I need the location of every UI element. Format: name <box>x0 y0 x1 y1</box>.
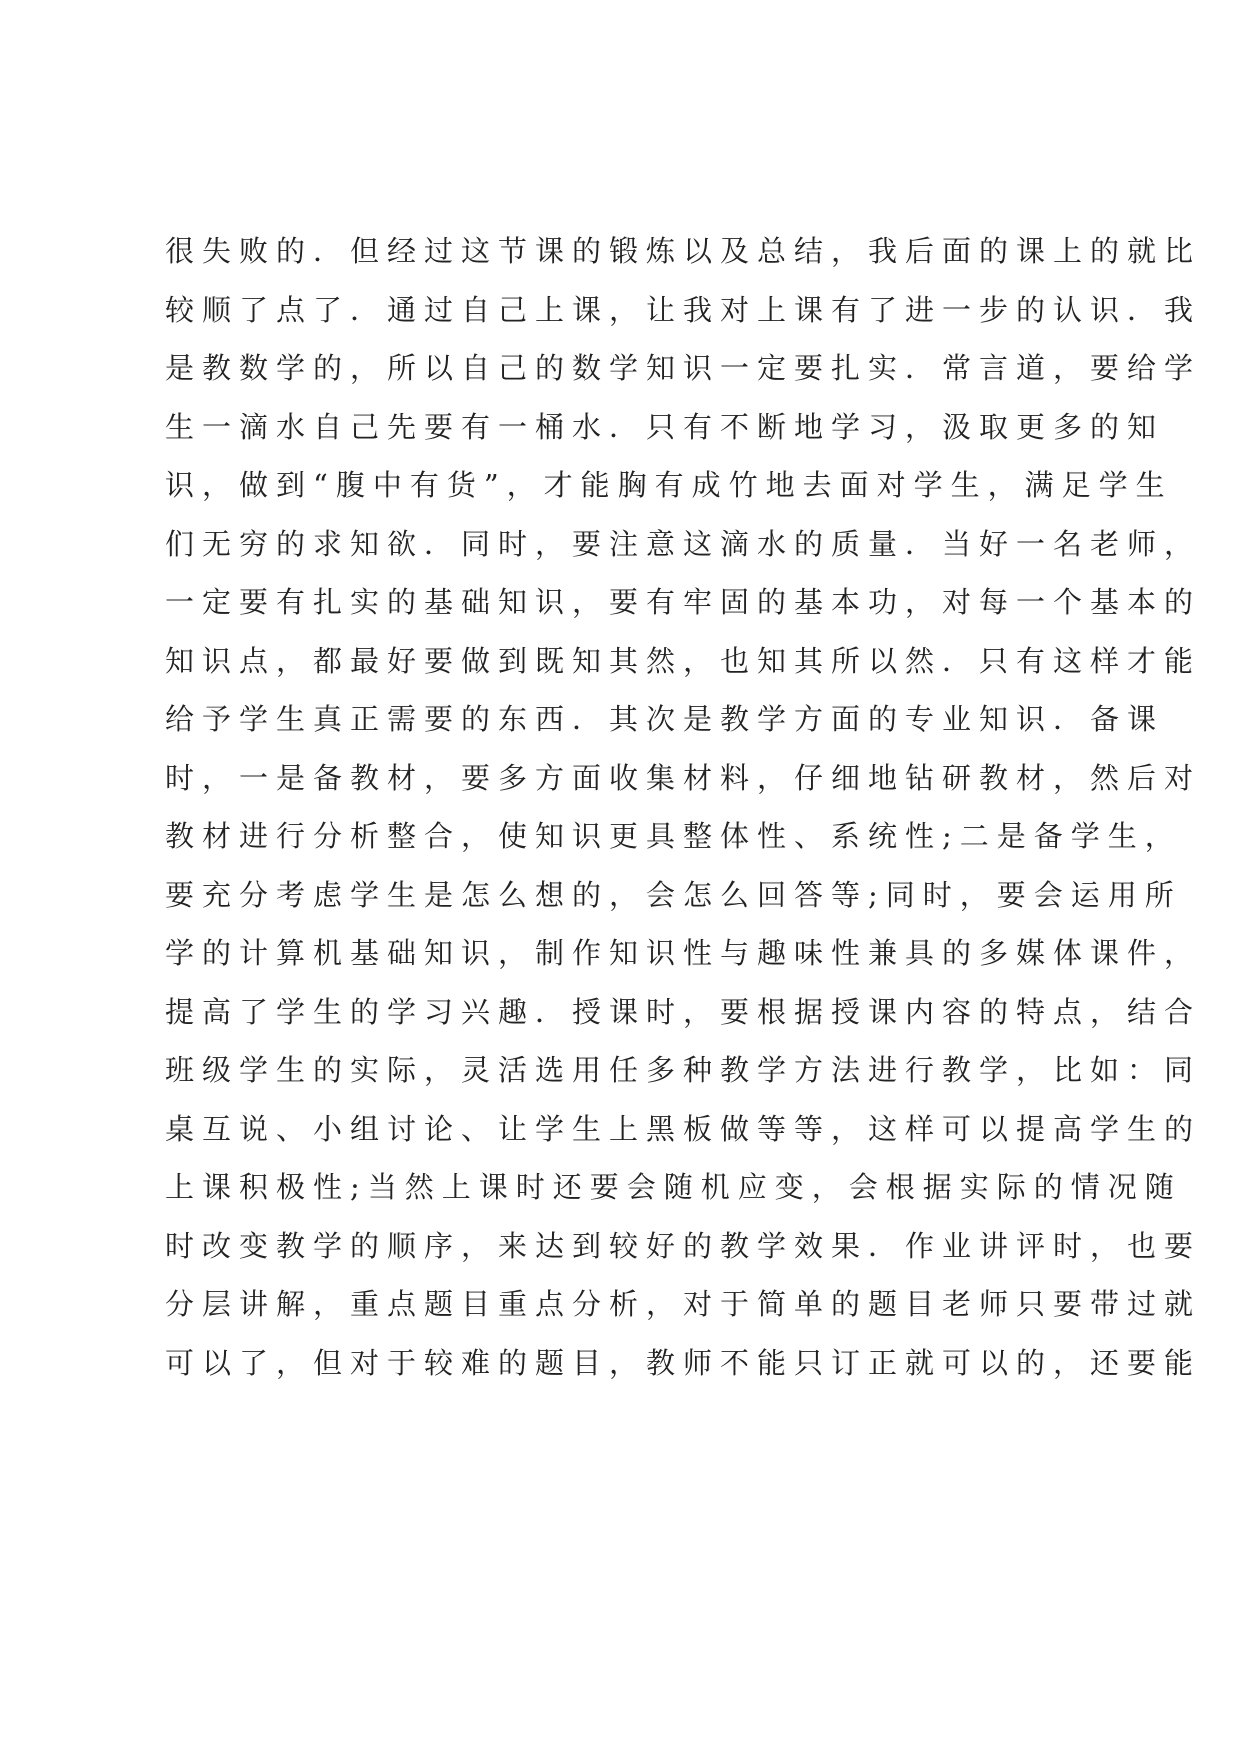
text-line-10: 时，一是备教材，要多方面收集材料，仔细地钻研教材，然后对 <box>165 760 1202 795</box>
text-line-16: 桌互说、小组讨论、让学生上黑板做等等，这样可以提高学生的 <box>165 1111 1202 1146</box>
text-line-19: 分层讲解，重点题目重点分析，对于简单的题目老师只要带过就 <box>165 1287 1202 1321</box>
body-text <box>165 222 1202 1392</box>
text-line-8: 知识点，都最好要做到既知其然，也知其所以然．只有这样才能 <box>165 643 1202 678</box>
text-line-13: 学的计算机基础知识，制作知识性与趣味性兼具的多媒体课件， <box>165 936 1202 970</box>
text-line-20: 可以了，但对于较难的题目，教师不能只订正就可以的，还要能 <box>165 1345 1202 1380</box>
text-line-4: 生一滴水自己先要有一桶水．只有不断地学习，汲取更多的知 <box>165 409 1165 444</box>
text-line-18: 时改变教学的顺序，来达到较好的教学效果．作业讲评时，也要 <box>165 1228 1202 1263</box>
text-line-6: 们无穷的求知欲．同时，要注意这滴水的质量．当好一名老师， <box>165 526 1202 561</box>
text-line-15: 班级学生的实际，灵活选用任多种教学方法进行教学，比如：同 <box>165 1053 1202 1087</box>
text-line-9: 给予学生真正需要的东西．其次是教学方面的专业知识．备课 <box>165 702 1165 736</box>
text-line-17: 上课积极性;当然上课时还要会随机应变，会根据实际的情况随 <box>165 1170 1182 1204</box>
text-line-2: 较顺了点了．通过自己上课，让我对上课有了进一步的认识．我 <box>165 292 1202 327</box>
text-line-14: 提高了学生的学习兴趣．授课时，要根据授课内容的特点，结合 <box>165 994 1202 1029</box>
text-line-11: 教材进行分析整合，使知识更具整体性、系统性;二是备学生， <box>165 819 1182 853</box>
text-line-7: 一定要有扎实的基础知识，要有牢固的基本功，对每一个基本的 <box>165 585 1202 619</box>
text-line-12: 要充分考虑学生是怎么想的，会怎么回答等;同时，要会运用所 <box>165 877 1182 912</box>
text-line-3: 是教数学的，所以自己的数学知识一定要扎实．常言道，要给学 <box>165 351 1202 385</box>
text-line-5: 识，做到“腹中有货”，才能胸有成竹地去面对学生，满足学生 <box>165 468 1173 502</box>
text-line-1: 很失败的．但经过这节课的锻炼以及总结，我后面的课上的就比 <box>165 234 1202 268</box>
